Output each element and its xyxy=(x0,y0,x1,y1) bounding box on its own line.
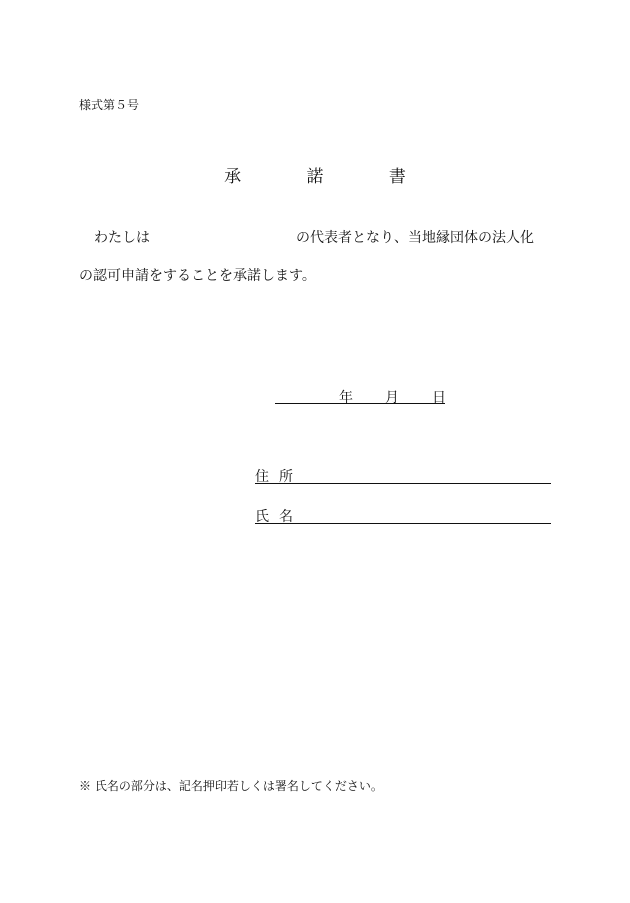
body-text-suffix: の代表者となり、当地縁団体の法人化 xyxy=(296,230,534,246)
title-char-2: 諾 xyxy=(306,167,324,187)
body-text-prefix: わたしは xyxy=(94,230,150,246)
name-field xyxy=(255,506,551,524)
body-text-line-2: の認可申請をすることを承諾します。 xyxy=(79,268,316,284)
document-title xyxy=(0,162,630,187)
address-field xyxy=(255,466,551,484)
date-field xyxy=(275,387,445,404)
signature-note: ※ 氏名の部分は、記名押印若しくは署名してください。 xyxy=(79,779,383,793)
title-char-1: 承 xyxy=(224,167,242,187)
address-label: 住所 xyxy=(255,469,303,485)
form-number: 様式第５号 xyxy=(79,98,140,112)
name-label: 氏名 xyxy=(255,509,303,525)
year-label: 年 xyxy=(339,390,353,406)
title-char-3: 書 xyxy=(388,167,406,187)
day-label: 日 xyxy=(432,390,446,406)
month-label: 月 xyxy=(385,390,399,406)
